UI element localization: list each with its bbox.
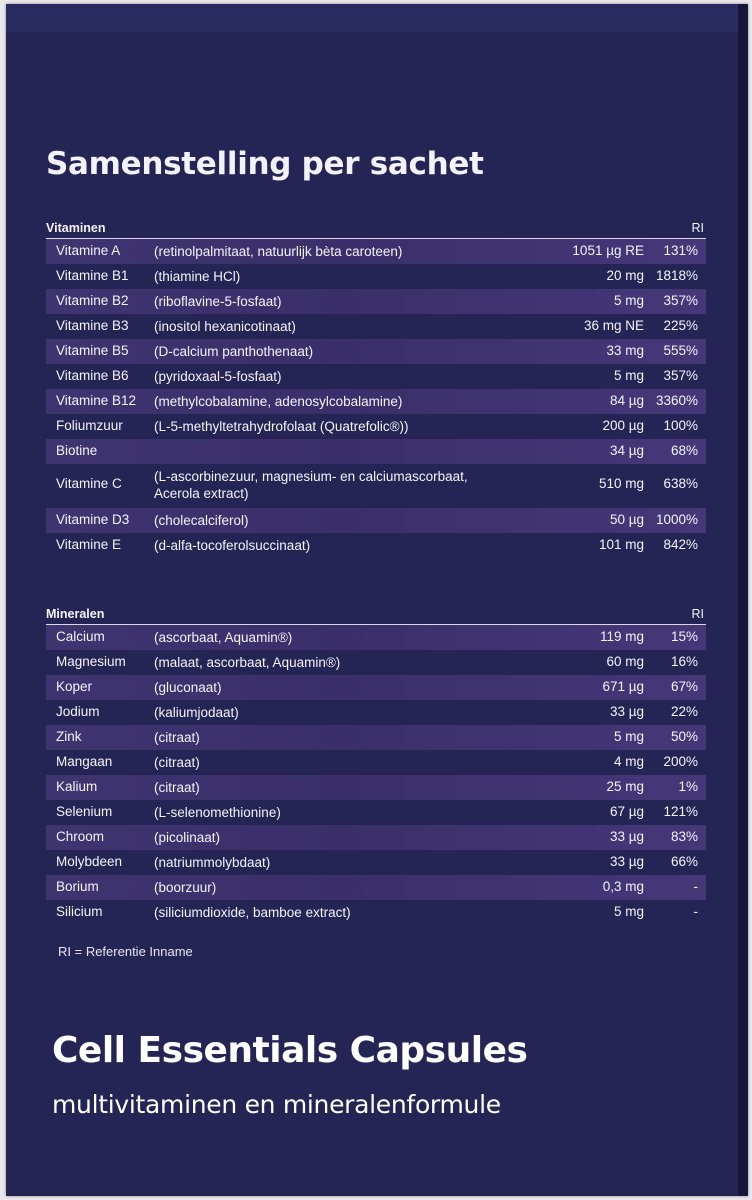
vitamin-name: Vitamine B3: [56, 318, 129, 333]
product-name: Cell Essentials Capsules: [52, 1030, 528, 1071]
vitamins-table: [46, 220, 706, 558]
vitamin-amount: 50 µg: [609, 512, 644, 527]
vitamin-amount: 84 µg: [609, 393, 644, 408]
mineral-row: [46, 875, 706, 900]
minerals-rows: [46, 625, 706, 925]
vitamin-name: Biotine: [56, 443, 98, 458]
minerals-table: [46, 606, 706, 925]
mineral-amount: 33 µg: [609, 829, 644, 844]
mineral-ri: 22%: [670, 704, 698, 719]
mineral-amount: 119 mg: [599, 629, 644, 644]
vitamin-source: (inositol hexanicotinaat): [154, 319, 296, 334]
mineral-name: Borium: [56, 879, 99, 894]
vitamin-amount: 33 mg: [606, 343, 644, 358]
mineral-row: [46, 750, 706, 775]
mineral-name: Koper: [56, 679, 93, 694]
mineral-amount: 671 µg: [602, 679, 644, 694]
vitamin-row: [46, 264, 706, 289]
mineral-row: [46, 850, 706, 875]
mineral-source: (picolinaat): [154, 830, 221, 845]
mineral-source: (citraat): [154, 755, 200, 770]
mineral-source: (gluconaat): [154, 680, 222, 695]
vitamin-row: [46, 239, 706, 264]
mineral-ri: 1%: [678, 779, 698, 794]
vitamin-row: [46, 464, 706, 508]
vitamin-ri: 357%: [663, 293, 698, 308]
package-back: [6, 4, 748, 1196]
mineral-row: [46, 725, 706, 750]
mineral-source: (natriummolybdaat): [154, 855, 271, 870]
vitamin-row: [46, 533, 706, 558]
vitamin-row: [46, 389, 706, 414]
mineral-row: [46, 700, 706, 725]
vitamin-name: Vitamine D3: [56, 512, 130, 527]
vitamin-amount: 510 mg: [598, 476, 644, 491]
minerals-header: [46, 606, 706, 625]
vitamin-source: (thiamine HCl): [154, 269, 241, 284]
vitamin-amount: 101 mg: [598, 537, 644, 552]
vitamin-name: Vitamine C: [56, 476, 122, 491]
mineral-ri: 67%: [670, 679, 698, 694]
vitamin-name: Vitamine B12: [56, 393, 137, 408]
vitamin-amount: 5 mg: [613, 368, 644, 383]
vitamin-row: [46, 414, 706, 439]
vitamin-source: (riboflavine-5-fosfaat): [154, 294, 282, 309]
mineral-row: [46, 650, 706, 675]
vitamin-source: (L-5-methyltetrahydrofolaat (Quatrefolic®)): [154, 419, 409, 434]
mineral-source: (siliciumdioxide, bamboe extract): [154, 905, 351, 920]
vitamin-ri: 68%: [670, 443, 698, 458]
vitamin-source: (d-alfa-tocoferolsuccinaat): [154, 538, 311, 553]
vitamin-row: [46, 289, 706, 314]
minerals-ri-header: RI: [691, 607, 704, 621]
mineral-name: Jodium: [56, 704, 100, 719]
mineral-source: (citraat): [154, 730, 200, 745]
vitamin-row: [46, 508, 706, 533]
vitamin-amount: 36 mg NE: [583, 318, 644, 333]
vitamin-ri: 131%: [663, 243, 698, 258]
mineral-name: Kalium: [56, 779, 98, 794]
minerals-header-label: Mineralen: [46, 607, 105, 621]
vitamin-amount: 20 mg: [606, 268, 644, 283]
composition-heading: Samenstelling per sachet: [46, 146, 484, 182]
mineral-name: Mangaan: [56, 754, 113, 769]
mineral-name: Calcium: [56, 629, 105, 644]
vitamin-name: Vitamine B1: [56, 268, 129, 283]
vitamin-row: [46, 339, 706, 364]
vitamin-ri: 100%: [663, 418, 698, 433]
vitamin-name: Vitamine B2: [56, 293, 129, 308]
vitamin-source: (D-calcium panthothenaat): [154, 344, 314, 359]
mineral-row: [46, 625, 706, 650]
vitamin-name: Vitamine E: [56, 537, 122, 552]
vitamin-row: [46, 364, 706, 389]
mineral-name: Molybdeen: [56, 854, 123, 869]
mineral-name: Silicium: [56, 904, 103, 919]
mineral-ri: 83%: [670, 829, 698, 844]
mineral-name: Zink: [56, 729, 82, 744]
vitamin-ri: 225%: [663, 318, 698, 333]
mineral-amount: 5 mg: [613, 729, 644, 744]
vitamin-name: Foliumzuur: [56, 418, 123, 433]
vitamin-row: [46, 314, 706, 339]
vitamin-ri: 357%: [663, 368, 698, 383]
vitamin-ri: 555%: [663, 343, 698, 358]
ri-footnote: RI = Referentie Inname: [58, 944, 193, 959]
mineral-source: (citraat): [154, 780, 200, 795]
vitamin-amount: 34 µg: [609, 443, 644, 458]
vitamin-ri: 638%: [663, 476, 698, 491]
mineral-ri: -: [693, 904, 698, 919]
mineral-row: [46, 800, 706, 825]
mineral-ri: 200%: [663, 754, 698, 769]
vitamins-header-label: Vitaminen: [46, 221, 106, 235]
vitamin-source: (pyridoxaal-5-fosfaat): [154, 369, 282, 384]
mineral-row: [46, 900, 706, 925]
mineral-amount: 25 mg: [606, 779, 644, 794]
mineral-source: (ascorbaat, Aquamin®): [154, 630, 293, 645]
mineral-ri: 16%: [670, 654, 698, 669]
vitamin-ri: 842%: [663, 537, 698, 552]
mineral-amount: 33 µg: [609, 704, 644, 719]
mineral-amount: 33 µg: [609, 854, 644, 869]
mineral-amount: 4 mg: [613, 754, 644, 769]
mineral-amount: 60 mg: [606, 654, 644, 669]
mineral-name: Magnesium: [56, 654, 126, 669]
vitamin-ri: 1000%: [655, 512, 698, 527]
vitamin-source: (L-ascorbinezuur, magnesium- en calciumascorbaat, Acerola extract): [154, 469, 468, 501]
mineral-source: (malaat, ascorbaat, Aquamin®): [154, 655, 341, 670]
mineral-row: [46, 775, 706, 800]
vitamin-name: Vitamine B6: [56, 368, 129, 383]
vitamin-amount: 5 mg: [613, 293, 644, 308]
vitamin-amount: 1051 µg RE: [572, 243, 644, 258]
vitamin-ri: 1818%: [655, 268, 698, 283]
vitamins-rows: [46, 239, 706, 558]
vitamin-ri: 3360%: [655, 393, 698, 408]
vitamins-ri-header: RI: [691, 221, 704, 235]
mineral-source: (boorzuur): [154, 880, 217, 895]
mineral-name: Selenium: [56, 804, 113, 819]
top-flap-band: [6, 4, 738, 32]
mineral-ri: 121%: [663, 804, 698, 819]
mineral-source: (L-selenomethionine): [154, 805, 281, 820]
vitamin-source: (retinolpalmitaat, natuurlijk bèta caroteen): [154, 244, 403, 259]
mineral-ri: 15%: [670, 629, 698, 644]
vitamin-name: Vitamine A: [56, 243, 121, 258]
vitamin-amount: 200 µg: [602, 418, 644, 433]
mineral-amount: 67 µg: [609, 804, 644, 819]
vitamin-source: (methylcobalamine, adenosylcobalamine): [154, 394, 403, 409]
mineral-row: [46, 825, 706, 850]
mineral-ri: -: [693, 879, 698, 894]
product-subtitle: multivitaminen en mineralenformule: [52, 1090, 501, 1119]
mineral-ri: 50%: [670, 729, 698, 744]
mineral-amount: 5 mg: [613, 904, 644, 919]
mineral-amount: 0,3 mg: [602, 879, 644, 894]
mineral-source: (kaliumjodaat): [154, 705, 239, 720]
mineral-row: [46, 675, 706, 700]
mineral-ri: 66%: [670, 854, 698, 869]
vitamin-row: [46, 439, 706, 464]
vitamins-header: [46, 220, 706, 239]
mineral-name: Chroom: [56, 829, 105, 844]
vitamin-source: (cholecalciferol): [154, 513, 249, 528]
vitamin-name: Vitamine B5: [56, 343, 129, 358]
